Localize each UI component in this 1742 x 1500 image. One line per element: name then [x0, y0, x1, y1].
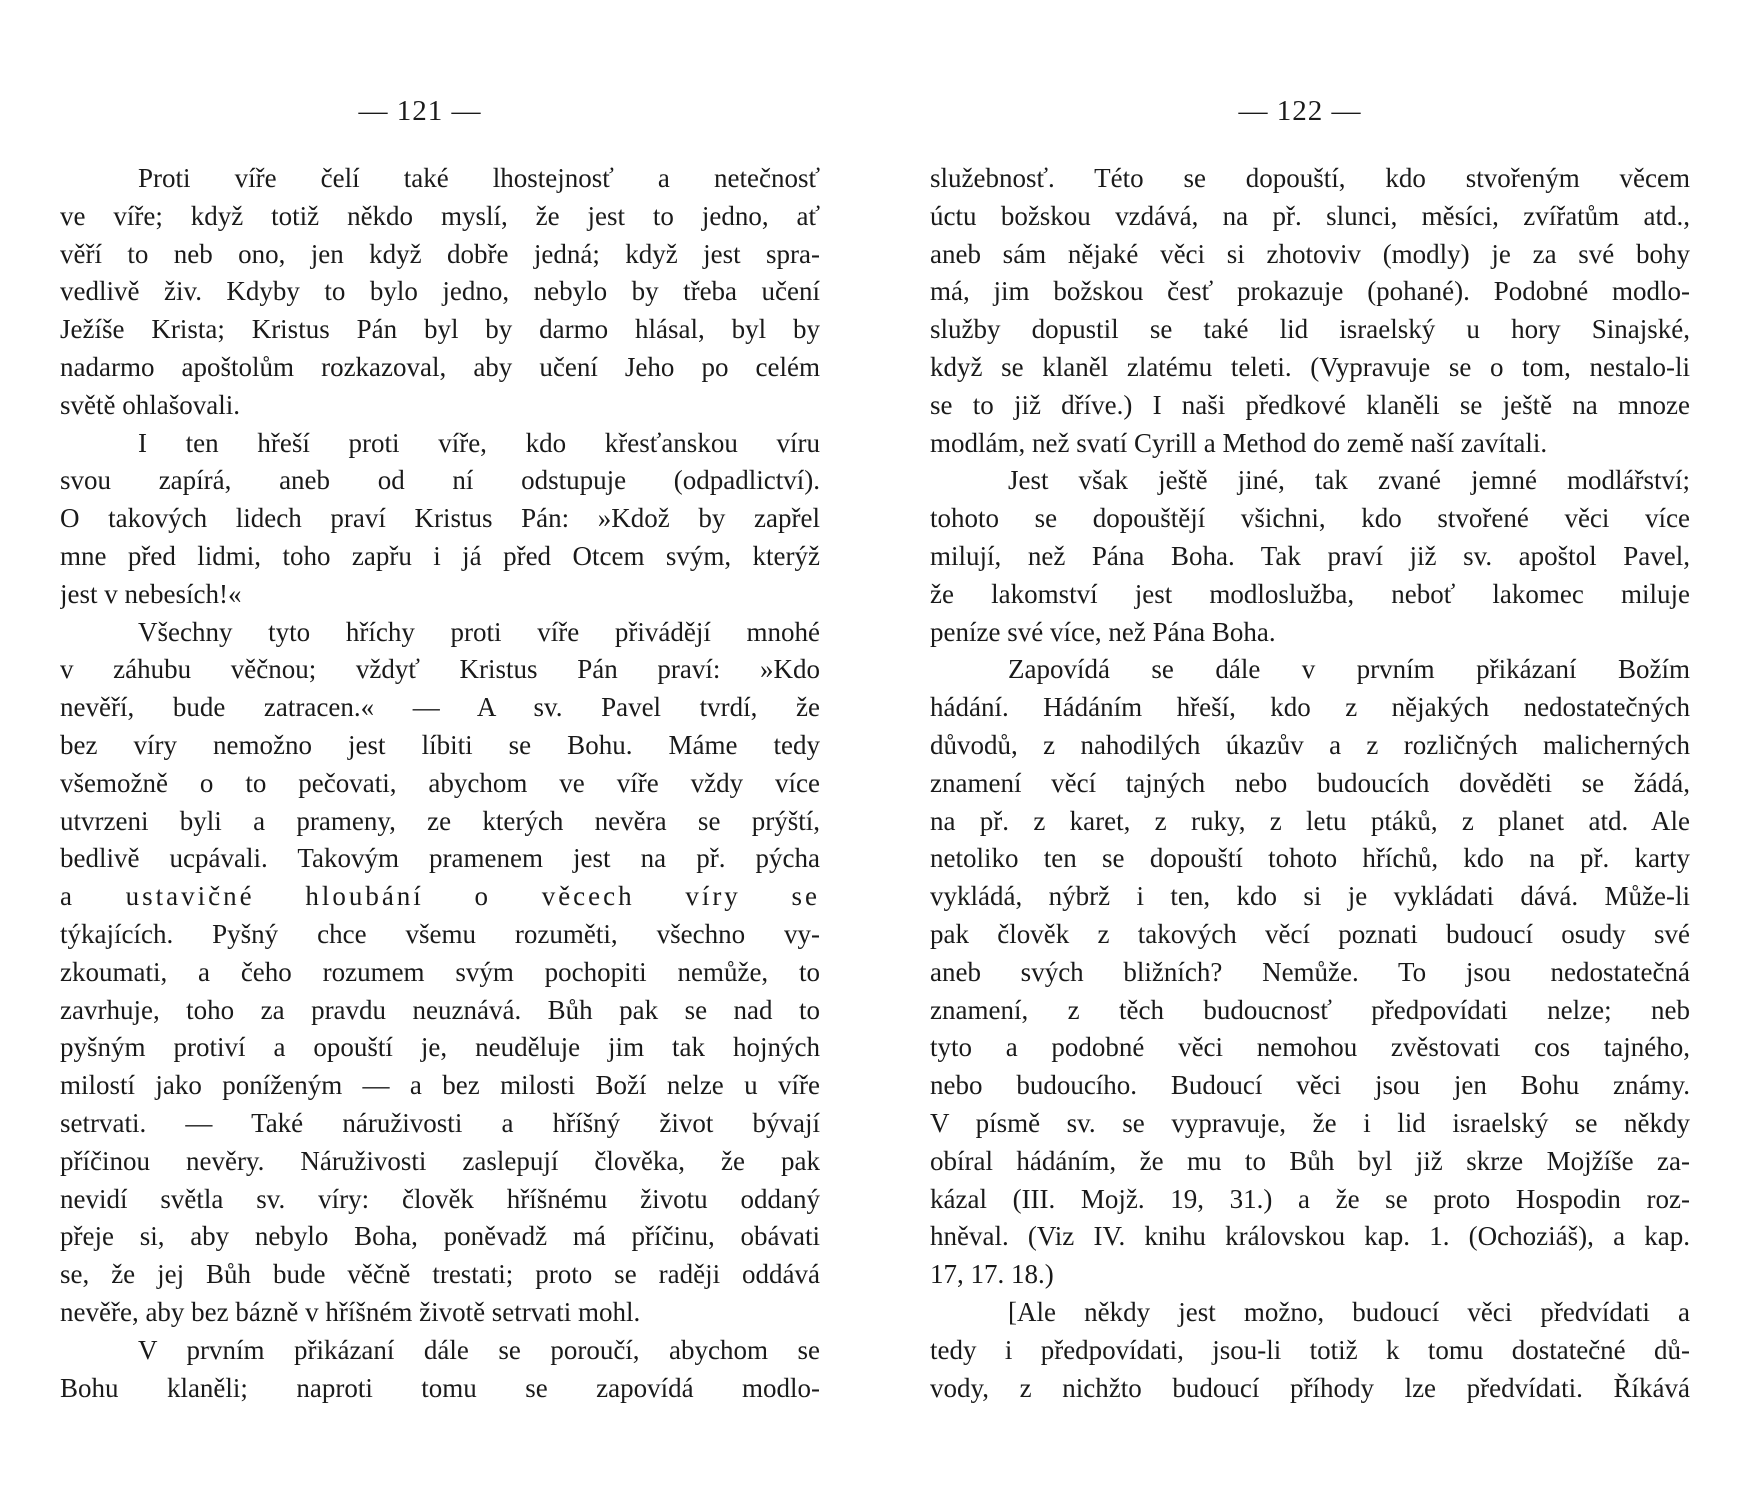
text-line: I ten hřeší proti víře, kdo křesťanskou víru — [138, 427, 820, 458]
text-line: svou zapírá, aneb od ní odstupuje (odpadlictví). — [60, 465, 820, 496]
text-line: pyšným protiví a opouští je, neuděluje jim tak hojných — [60, 1032, 820, 1063]
text-line: ve víře; když totiž někdo myslí, že jest to jedno, ať — [60, 200, 820, 231]
text-line: když se klaněl zlatému teleti. (Vypravuje se o tom, nestalo-li — [930, 351, 1690, 382]
text-line: nevidí světla sv. víry: člověk hříšnému životu oddaný — [60, 1183, 820, 1214]
page-number: — 121 — — [358, 95, 482, 127]
text-line: hádání. Hádáním hřeší, kdo z nějakých nedostatečných — [930, 692, 1690, 723]
page-number: — 122 — — [1238, 95, 1362, 127]
text-line: hněval. (Viz IV. knihu královskou kap. 1. (Ochoziáš), a kap. — [930, 1221, 1690, 1252]
text-line: bez víry nemožno jest líbiti se Bohu. Máme tedy — [60, 729, 820, 760]
text-line: tyto a podobné věci nemohou zvěstovati cos tajného, — [930, 1032, 1690, 1063]
text-line: peníze své více, než Pána Boha. — [930, 616, 1276, 647]
text-line: úctu božskou vzdává, na př. slunci, měsíci, zvířatům atd., — [930, 200, 1690, 231]
text-line: Všechny tyto hříchy proti víře přivádějí mnohé — [138, 616, 820, 647]
text-line: O takových lidech praví Kristus Pán: »Kdož by zapřel — [60, 503, 820, 534]
text-line: Zapovídá se dále v prvním přikázaní Božím — [1008, 654, 1690, 685]
page-text — [930, 160, 1690, 1407]
text-line: nadarmo apoštolům rozkazoval, aby učení Jeho po celém — [60, 351, 820, 382]
text-line: věří to neb ono, jen když dobře jedná; když jest spra- — [60, 238, 820, 269]
text-line: znamení, z těch budoucnosť předpovídati nelze; neb — [930, 994, 1690, 1025]
text-line: bedlivě ucpávali. Takovým pramenem jest na př. pýcha — [60, 843, 820, 874]
text-line: pak člověk z takových věcí poznati budoucí osudy své — [930, 918, 1690, 949]
text-line: zavrhuje, toho za pravdu neuznává. Bůh pak se nad to — [60, 994, 820, 1025]
text-line: V písmě sv. se vypravuje, že i lid israelský se někdy — [930, 1107, 1690, 1138]
text-line: utvrzeni byli a prameny, ze kterých nevěra se prýští, — [60, 805, 820, 836]
text-line: kázal (III. Mojž. 19, 31.) a že se proto Hospodin roz- — [930, 1183, 1690, 1214]
text-line: přeje si, aby nebylo Boha, poněvadž má příčinu, obávati — [60, 1221, 820, 1252]
text-line: aneb svých bližních? Nemůže. To jsou nedostatečná — [930, 956, 1690, 987]
page-text — [60, 160, 820, 1407]
text-line: vody, z nichžto budoucí příhody lze předvídati. Říkává — [930, 1372, 1690, 1403]
text-line: tohoto se dopouštějí všichni, kdo stvořené věci více — [930, 503, 1690, 534]
text-line: aneb sám nějaké věci si zhotoviv (modly) je za své bohy — [930, 238, 1690, 269]
text-line: vykládá, nýbrž i ten, kdo si je vykládati dává. Může-li — [930, 881, 1690, 912]
text-line: V prvním přikázaní dále se poroučí, abychom se — [138, 1334, 820, 1365]
text-line: služby dopustil se také lid israelský u hory Sinajské, — [930, 314, 1690, 345]
text-line: modlám, než svatí Cyrill a Method do země naší zavítali. — [930, 427, 1548, 458]
text-line: na př. z karet, z ruky, z letu ptáků, z planet atd. Ale — [930, 805, 1690, 836]
text-line: milostí jako poníženým — a bez milosti Boží nelze u víře — [60, 1070, 820, 1101]
text-line: světě ohlašovali. — [60, 389, 240, 420]
text-line: Jest však ještě jiné, tak zvané jemné modlářství; — [1008, 465, 1690, 496]
text-line: [Ale někdy jest možno, budoucí věci předvídati a — [1008, 1296, 1690, 1327]
text-line: důvodů, z nahodilých úkazův a z rozličných malicherných — [930, 729, 1690, 760]
text-line: setrvati. — Také náruživosti a hříšný život bývají — [60, 1107, 820, 1138]
text-line: a ustavičné hloubání o věcech víry se — [60, 881, 820, 912]
text-line: Bohu klaněli; naproti tomu se zapovídá modlo- — [60, 1372, 820, 1403]
text-line: 17, 17. 18.) — [930, 1259, 1054, 1290]
text-line: nebo budoucího. Budoucí věci jsou jen Bohu známy. — [930, 1070, 1690, 1101]
text-line: všemožně o to pečovati, abychom ve víře vždy více — [60, 767, 820, 798]
text-line: že lakomství jest modloslužba, neboť lakomec miluje — [930, 578, 1690, 609]
text-line: nevěří, bude zatracen.« — A sv. Pavel tvrdí, že — [60, 692, 820, 723]
text-line: Proti víře čelí také lhostejnosť a netečnosť — [138, 163, 820, 193]
text-line: se to již dříve.) I naši předkové klaněli se ještě na mnoze — [930, 389, 1690, 420]
text-line: znamení věcí tajných nebo budoucích dověděti se žádá, — [930, 767, 1690, 798]
text-line: mne před lidmi, toho zapřu i já před Otcem svým, kterýž — [60, 540, 820, 571]
text-line: tedy i předpovídati, jsou-li totiž k tomu dostatečné dů- — [930, 1334, 1690, 1365]
text-line: týkajících. Pyšný chce všemu rozuměti, všechno vy- — [60, 918, 820, 949]
text-line: obíral hádáním, že mu to Bůh byl již skrze Mojžíše za- — [930, 1145, 1690, 1176]
text-line: služebnosť. Této se dopouští, kdo stvořeným věcem — [930, 163, 1690, 193]
left-page — [60, 0, 820, 1500]
text-line: netoliko ten se dopouští tohoto hříchů, kdo na př. karty — [930, 843, 1690, 874]
text-line: nevěře, aby bez bázně v hříšném životě setrvati mohl. — [60, 1296, 641, 1327]
right-page — [930, 0, 1690, 1500]
text-line: milují, než Pána Boha. Tak praví již sv. apoštol Pavel, — [930, 540, 1690, 571]
text-line: zkoumati, a čeho rozumem svým pochopiti nemůže, to — [60, 956, 820, 987]
text-line: příčinou nevěry. Náruživosti zaslepují člověka, že pak — [60, 1145, 820, 1176]
text-line: Ježíše Krista; Kristus Pán byl by darmo hlásal, byl by — [60, 314, 820, 345]
text-line: vedlivě živ. Kdyby to bylo jedno, nebylo by třeba učení — [60, 276, 820, 307]
text-line: má, jim božskou česť prokazuje (pohané). Podobné modlo- — [930, 276, 1690, 307]
text-line: jest v nebesích!« — [60, 578, 242, 609]
text-line: se, že jej Bůh bude věčně trestati; proto se raději oddává — [60, 1259, 820, 1290]
text-line: v záhubu věčnou; vždyť Kristus Pán praví: »Kdo — [60, 654, 820, 685]
